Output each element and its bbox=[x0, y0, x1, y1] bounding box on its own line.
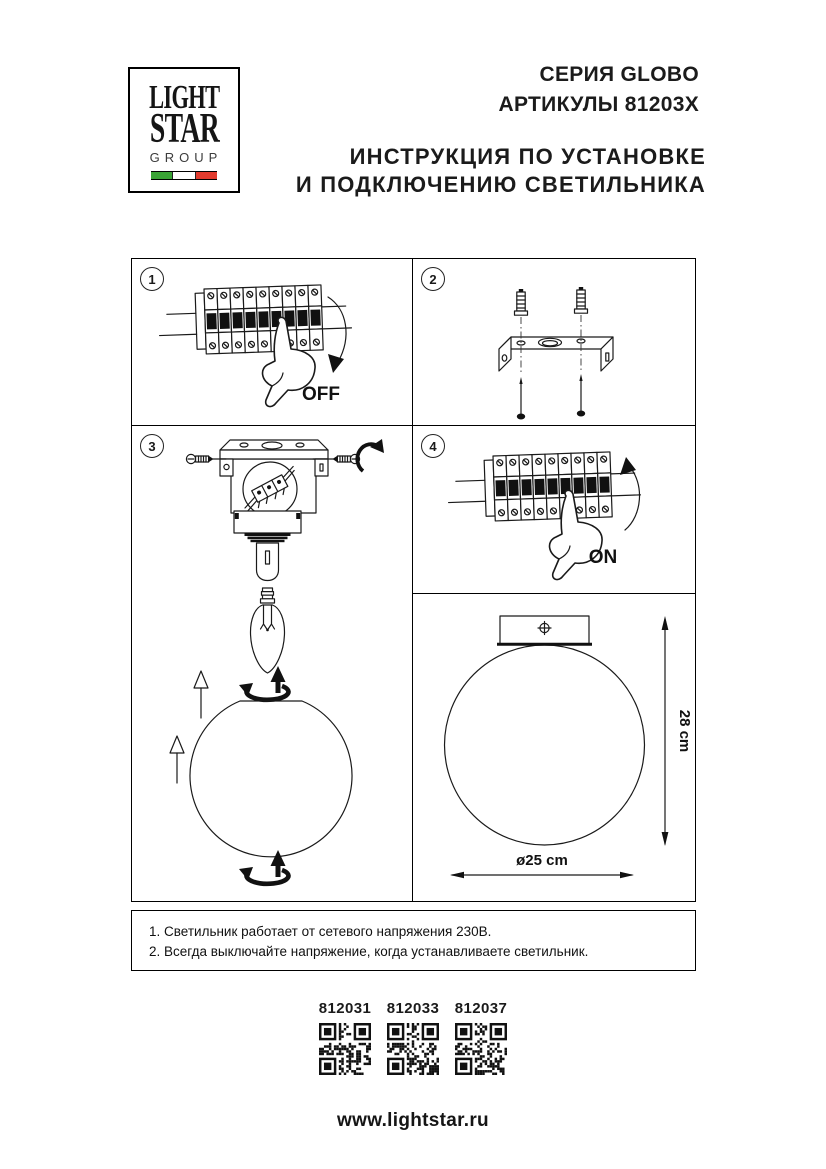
switch-up-arrow bbox=[625, 466, 640, 530]
screw-icon bbox=[577, 374, 585, 417]
qr-code bbox=[387, 1023, 439, 1075]
qr-code bbox=[455, 1023, 507, 1075]
title-line-1: ИНСТРУКЦИЯ ПО УСТАНОВКЕ bbox=[349, 144, 706, 169]
diameter-dimension-label: ø25 cm bbox=[516, 852, 568, 869]
side-screw-left bbox=[186, 454, 213, 463]
document-title bbox=[296, 143, 706, 199]
article-code: 812037 bbox=[454, 1000, 508, 1017]
flag-white-band bbox=[172, 172, 195, 179]
circuit-breaker-row bbox=[447, 451, 641, 523]
lightstar-logo bbox=[128, 67, 240, 193]
sphere-outline bbox=[445, 645, 645, 845]
italian-flag-stripe bbox=[151, 171, 217, 180]
step-3-illustration bbox=[132, 426, 413, 899]
flag-red-band bbox=[196, 172, 217, 179]
circuit-breaker-row bbox=[158, 284, 352, 356]
step-1-panel bbox=[132, 259, 413, 426]
wall-plug-icon bbox=[515, 289, 528, 315]
flag-green-band bbox=[151, 172, 172, 179]
on-label: ON bbox=[588, 547, 618, 568]
glass-sphere bbox=[190, 701, 352, 857]
lamp-socket bbox=[257, 543, 279, 581]
step-1-badge: 1 bbox=[140, 267, 164, 291]
candle-bulb-icon bbox=[251, 588, 285, 673]
qr-code bbox=[319, 1023, 371, 1075]
tighten-rotation-arrow bbox=[357, 439, 384, 471]
logo-word-star: STAR bbox=[149, 106, 219, 152]
dimensions-panel bbox=[413, 594, 695, 901]
lift-arrow bbox=[170, 736, 184, 783]
threaded-collar bbox=[245, 533, 291, 542]
article-column bbox=[454, 1000, 508, 1075]
website-url: www.lightstar.ru bbox=[337, 1110, 489, 1131]
step-4-illustration bbox=[413, 426, 695, 592]
article-code: 812033 bbox=[386, 1000, 440, 1017]
logo-word-group: GROUP bbox=[149, 150, 223, 165]
title-line-2: И ПОДКЛЮЧЕНИЮ СВЕТИЛЬНИКА bbox=[295, 172, 706, 197]
screw-icon bbox=[517, 377, 525, 420]
article-column bbox=[318, 1000, 372, 1075]
height-dimension-label: 28 cm bbox=[676, 709, 693, 753]
articles-title: АРТИКУЛЫ 81203X bbox=[498, 93, 699, 116]
instruction-grid bbox=[131, 258, 696, 902]
step-2-illustration bbox=[413, 259, 695, 424]
article-qr-row bbox=[0, 1000, 826, 1075]
series-block bbox=[499, 60, 699, 120]
note-line-2: 2. Всегда выключайте напряжение, когда устанавливаете светильник. bbox=[149, 944, 589, 959]
screw-in-rotation-arrow bbox=[239, 850, 288, 884]
article-code: 812031 bbox=[318, 1000, 372, 1017]
step-3-panel bbox=[132, 426, 413, 901]
step-1-illustration bbox=[132, 259, 413, 424]
safety-notes bbox=[131, 910, 696, 971]
off-label: OFF bbox=[302, 384, 340, 405]
wall-plug-icon bbox=[575, 287, 588, 313]
height-dimension bbox=[662, 616, 693, 846]
lift-arrow bbox=[194, 671, 208, 718]
diameter-dimension bbox=[450, 852, 634, 878]
logo-word-light: LIGHT bbox=[148, 79, 220, 116]
series-title: СЕРИЯ GLOBO bbox=[539, 63, 699, 86]
step-4-panel bbox=[413, 426, 695, 594]
canopy bbox=[234, 511, 301, 533]
step-4-badge: 4 bbox=[421, 434, 445, 458]
article-column bbox=[386, 1000, 440, 1075]
note-line-1: 1. Светильник работает от сетевого напряжения 230В. bbox=[149, 924, 492, 939]
mounting-bracket bbox=[499, 337, 613, 371]
ceiling-plate bbox=[497, 616, 592, 644]
step-2-panel bbox=[413, 259, 695, 426]
dimensions-illustration bbox=[413, 594, 695, 901]
step-2-badge: 2 bbox=[421, 267, 445, 291]
step-3-badge: 3 bbox=[140, 434, 164, 458]
